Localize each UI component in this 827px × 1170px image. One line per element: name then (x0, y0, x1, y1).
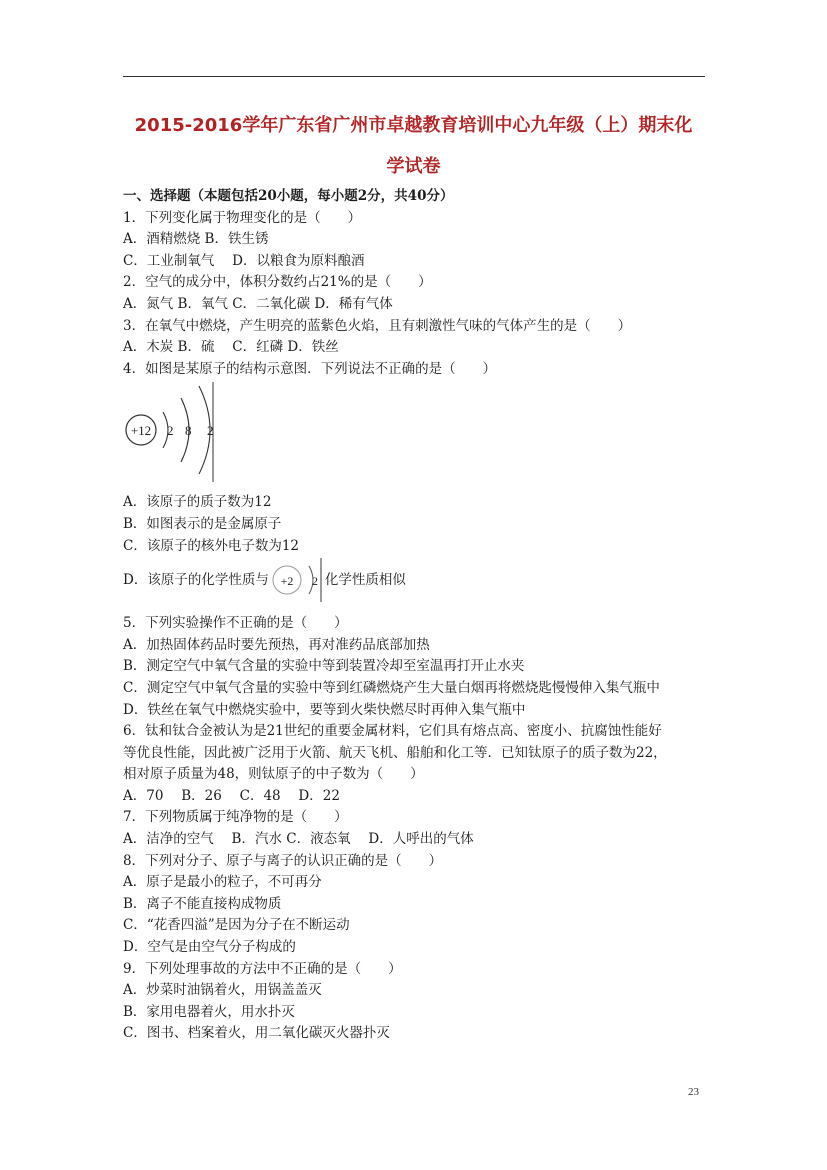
question-body (123, 186, 708, 1045)
question-line: D．空气是由空气分子构成的 (123, 939, 296, 956)
question-line: B．离子不能直接构成物质 (123, 895, 282, 912)
question-line: D．铁丝在氧气中燃烧实验中，要等到火柴快燃尽时再伸入集气瓶中 (123, 701, 526, 718)
answer-option: B．如图表示的是金属原子 (123, 515, 282, 532)
question-line: C．工业制氧气 D．以粮食为原料酿酒 (123, 252, 365, 269)
answer-option: C．该原子的核外电子数为12 (123, 537, 300, 554)
question-line: 3．在氧气中燃烧，产生明亮的蓝紫色火焰，且有刺激性气味的气体产生的是（ ） (123, 317, 632, 334)
option-d-text-before: D．该原子的化学性质与 (123, 572, 269, 589)
document-title-line1: 2015-2016学年广东省广州市卓越教育培训中心九年级（上）期末化 (134, 115, 693, 136)
question-line: A．木炭 B．硫 C．红磷 D．铁丝 (123, 339, 339, 356)
helium-atom-diagram (269, 558, 325, 602)
question-line: A．洁净的空气 B．汽水 C．液态氧 D．人呼出的气体 (123, 831, 474, 848)
header-rule (123, 76, 705, 77)
question-line: 9．下列处理事故的方法中不正确的是（ ） (123, 960, 402, 977)
question-line: 相对原子质量为48，则钛原子的中子数为（ ） (123, 766, 424, 783)
document-title-line2: 学试卷 (386, 156, 441, 177)
question-line: A．原子是最小的粒子，不可再分 (123, 874, 322, 891)
helium-shell-electrons: 2 (311, 574, 318, 589)
atom-diagram (123, 382, 223, 490)
shell-2-electrons: 8 (185, 423, 192, 439)
question-4-option-d (123, 557, 708, 603)
question-line: B．测定空气中氧气含量的实验中等到装置冷却至室温再打开止水夹 (123, 658, 525, 675)
question-line: 等优良性能，因此被广泛用于火箭、航天飞机、船舶和化工等．已知钛原子的质子数为22， (123, 744, 667, 761)
page-number: 23 (688, 1086, 699, 1098)
question-line: 1．下列变化属于物理变化的是（ ） (123, 209, 362, 226)
question-line: A．氮气 B．氧气 C．二氧化碳 D．稀有气体 (123, 295, 393, 312)
shell-3-electrons: 2 (207, 423, 214, 439)
question-line: 4．如图是某原子的结构示意图．下列说法不正确的是（ ） (123, 360, 497, 377)
questions-5-9 (123, 613, 708, 1045)
question-line: A．70 B．26 C．48 D．22 (123, 787, 340, 804)
question-line: A．加热固体药品时要先预热，再对准药品底部加热 (123, 636, 430, 653)
option-d-text-after: 化学性质相似 (324, 572, 406, 589)
question-line: 6．钛和钛合金被认为是21世纪的重要金属材料，它们具有熔点高、密度小、抗腐蚀性能好 (123, 723, 662, 740)
question-line: B．家用电器着火，用水扑灭 (123, 1003, 295, 1020)
questions-1-4 (123, 208, 708, 381)
question-line: C．图书、档案着火，用二氧化碳灭火器扑灭 (123, 1025, 390, 1042)
atom-structure-figure (123, 380, 708, 492)
answer-option: A．该原子的质子数为12 (123, 494, 272, 511)
question-line: A．酒精燃烧 B．铁生锈 (123, 231, 269, 248)
shell-1-electrons: 2 (167, 423, 174, 439)
question-line: C．“花香四溢”是因为分子在不断运动 (123, 917, 350, 934)
atom-nucleus-label: +12 (130, 423, 152, 439)
question-4-options (123, 492, 708, 557)
section-heading: 一、选择题（本题包括20小题，每小题2分，共40分） (123, 188, 454, 204)
question-line: 5．下列实验操作不正确的是（ ） (123, 615, 348, 632)
question-line: 7．下列物质属于纯净物的是（ ） (123, 809, 348, 826)
question-line: 8．下列对分子、原子与离子的认识正确的是（ ） (123, 852, 443, 869)
question-line: C．测定空气中氧气含量的实验中等到红磷燃烧产生大量白烟再将燃烧匙慢慢伸入集气瓶中 (123, 679, 660, 696)
question-line: A．炒菜时油锅着火，用锅盖盖灭 (123, 982, 322, 999)
question-line: 2．空气的成分中，体积分数约占21%的是（ ） (123, 274, 432, 291)
helium-nucleus-label: +2 (280, 574, 294, 589)
